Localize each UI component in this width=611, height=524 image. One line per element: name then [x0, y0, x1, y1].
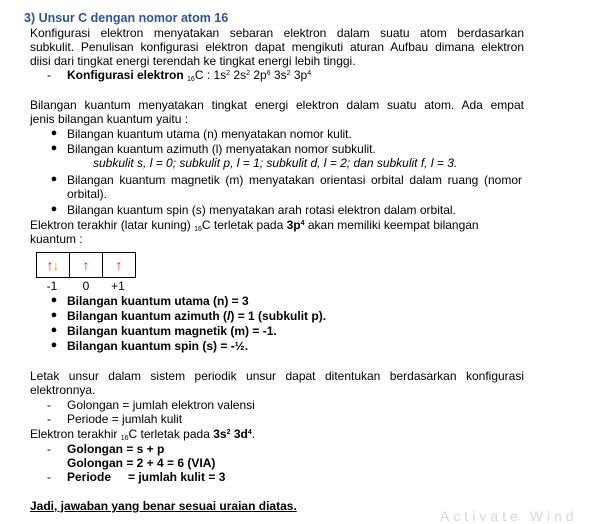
answer-l-post: ) = 1 (subkulit p).	[230, 309, 327, 323]
last-electron-subshell: 3p	[286, 218, 301, 232]
last-electron-exponent: 4	[300, 220, 305, 227]
last-electron-line	[30, 218, 524, 232]
periodic-3s: 3s	[213, 427, 227, 441]
periode-label: Periode	[67, 470, 112, 484]
periodic-line-1: Letak unsur dalam sistem periodik unsur dapat ditentukan berdasarkan konfigurasi	[30, 369, 524, 383]
dash-marker: -	[47, 442, 51, 456]
bullet-icon: ●	[50, 127, 58, 139]
periode-definition: Periode = jumlah kulit	[67, 412, 183, 426]
config-term: 2p	[250, 68, 267, 82]
golongan-definition: Golongan = jumlah elektron valensi	[67, 398, 255, 412]
quantum-bullet-m-line-1: Bilangan kuantum magnetik (m) menyatakan orientasi orbital dalam ruang (nomor	[67, 173, 522, 187]
orbital-box-plus-1	[103, 253, 135, 277]
periodic-3d: 3d	[230, 427, 248, 441]
periodic-last-mid: C terletak pada	[128, 427, 214, 441]
periode-result: = jumlah kulit = 3	[128, 470, 226, 484]
periodic-atomic-number: 16	[120, 435, 129, 442]
config-exponent: 4	[307, 70, 312, 77]
quantum-bullet-n: Bilangan kuantum utama (n) menyatakan nomor kulit.	[67, 127, 352, 141]
spin-down-arrow-icon: ↓	[52, 257, 60, 273]
spin-up-arrow-icon: ↑	[46, 257, 54, 273]
periodic-3d-exp: 4	[247, 429, 252, 436]
bullet-icon: ●	[50, 294, 58, 306]
dash-marker: -	[47, 470, 51, 484]
config-term: 3s	[270, 68, 287, 82]
config-line	[67, 68, 561, 82]
orbital-diagram	[36, 252, 136, 278]
subkulit-note: subkulit s, l = 0; subkulit p, l = 1; subkulit d, l = 2; dan subkulit f, l = 3.	[93, 156, 458, 170]
quantum-intro-line-2: jenis bilangan kuantum yaitu :	[30, 112, 189, 126]
quantum-intro-line-1: Bilangan kuantum menyatakan tingkat energi elektron dalam suatu atom. Ada empat	[30, 98, 524, 112]
config-term: 3p	[290, 68, 308, 82]
config-term: 2s	[230, 68, 247, 82]
answer-l	[67, 309, 561, 323]
last-electron-line-2: kuantum :	[30, 232, 83, 246]
magnetic-label: 0	[82, 279, 90, 293]
activation-watermark: Activate Wind	[440, 508, 578, 524]
last-electron-suffix: akan memiliki keempat bilangan	[304, 218, 479, 232]
periodic-last-prefix: Elektron terakhir	[30, 427, 121, 441]
answer-s: Bilangan kuantum spin (s) = -½.	[67, 339, 249, 353]
bullet-icon: ●	[50, 173, 58, 185]
magnetic-label: -1	[46, 279, 58, 293]
periodic-3s-exp: 2	[226, 429, 231, 436]
periodic-end: .	[251, 427, 256, 441]
last-electron-3d-line	[30, 427, 524, 441]
dash-marker: -	[47, 68, 51, 82]
spin-up-arrow-icon: ↑	[115, 257, 123, 273]
answer-m: Bilangan kuantum magnetik (m) = -1.	[67, 324, 277, 338]
section-heading: 3) Unsur C dengan nomor atom 16	[24, 11, 229, 25]
bullet-icon: ●	[50, 339, 58, 351]
periodic-line-2: elektronnya.	[30, 383, 96, 397]
spin-up-arrow-icon: ↑	[82, 257, 90, 273]
config-exponent: 2	[286, 70, 291, 77]
bullet-icon: ●	[50, 324, 58, 336]
golongan-formula: Golongan = s + p	[67, 442, 165, 456]
magnetic-label: +1	[111, 279, 125, 293]
bullet-icon: ●	[50, 142, 58, 154]
bullet-icon: ●	[50, 309, 58, 321]
last-electron-prefix: Elektron terakhir (latar kuning)	[30, 218, 195, 232]
orbital-box-minus-1	[37, 253, 70, 277]
answer-n: Bilangan kuantum utama (n) = 3	[67, 294, 249, 308]
dash-marker: -	[47, 398, 51, 412]
conclusion: Jadi, jawaban yang benar sesuai uraian diatas.	[30, 499, 297, 513]
config-element: C : 1s	[194, 68, 227, 82]
answer-l-pre: Bilangan kuantum azimuth (	[67, 309, 228, 323]
config-atomic-number: 16	[187, 76, 195, 83]
config-exponent: 6	[266, 70, 271, 77]
orbital-box-0	[70, 253, 103, 277]
quantum-bullet-s: Bilangan kuantum spin (s) menyatakan arah rotasi elektron dalam orbital.	[67, 203, 456, 217]
bullet-icon: ●	[50, 203, 58, 215]
quantum-bullet-l: Bilangan kuantum azimuth (l) menyatakan nomor subkulit.	[67, 142, 376, 156]
config-exponent: 2	[226, 70, 231, 77]
golongan-result: Golongan = 2 + 4 = 6 (VIA)	[67, 456, 216, 470]
intro-line-3: diisi dari tingkat energi terendah ke tingkat energi lebih tinggi.	[30, 54, 356, 68]
answer-l-symbol: l	[227, 309, 231, 323]
config-label: Konfigurasi elektron	[67, 68, 184, 82]
config-exponent: 2	[246, 70, 250, 77]
last-electron-atomic-number: 16	[194, 226, 202, 233]
intro-line-2: subkulit. Penulisan konfigurasi elektron dapat mengikuti aturan Aufbau dimana elektron	[30, 40, 524, 54]
intro-line-1: Konfigurasi elektron menyatakan sebaran elektron dalam suatu atom berdasarkan	[30, 26, 524, 40]
quantum-bullet-m-line-2: orbital).	[67, 187, 108, 201]
dash-marker: -	[47, 412, 51, 426]
last-electron-mid: C terletak pada	[201, 218, 287, 232]
